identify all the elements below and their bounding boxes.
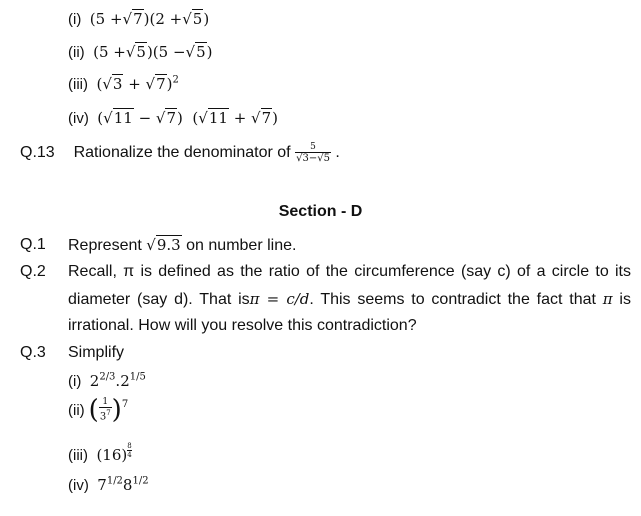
d-q3-number: Q.3 <box>20 344 46 361</box>
d-q2-line2-a: diameter (say d). That is <box>68 291 250 308</box>
d-q3-ii-close-paren: ) <box>111 395 122 425</box>
d-q3-iv-exp1: 1/2 <box>106 475 123 487</box>
d-q2-pi-formula: π = c/d <box>249 290 310 308</box>
sqrt-5: √5 <box>182 10 203 28</box>
d-q3-part-iv <box>68 476 149 495</box>
sqrt-7: √7 <box>122 10 143 28</box>
part-ii-label: (ii) <box>68 44 85 61</box>
fraction-denominator: √3−√5 <box>296 153 330 164</box>
d-q2-line3: irrational. How will you resolve this contradiction? <box>68 317 417 334</box>
d-q2-pi: π <box>602 290 613 308</box>
question-13-end: . <box>335 144 340 162</box>
part-iv-minus: − <box>133 109 156 127</box>
part-ii-open: (5 + <box>93 43 126 61</box>
d-q3-ii-numerator: 1 <box>102 397 109 408</box>
d-q2-line1: Recall, π is defined as the ratio of the circumference (say c) of a circle to its <box>68 263 631 280</box>
section-title: Section - D <box>278 203 363 220</box>
part-iii-close: ) <box>166 75 173 93</box>
d-q2-line2 <box>68 290 631 309</box>
d-q3-part-i <box>68 372 146 391</box>
d-q3-part-iii <box>68 442 132 465</box>
part-ii <box>68 43 213 62</box>
d-q3-ii-denominator <box>99 407 112 422</box>
part-i-close: ) <box>203 10 210 28</box>
part-iii-exponent: 2 <box>172 74 179 86</box>
d-q1-tail: on number line. <box>186 237 297 254</box>
sqrt-5b: √5 <box>185 43 206 61</box>
d-q3-part-ii-label: (ii) <box>68 401 85 419</box>
part-iv <box>68 109 278 128</box>
part-i-open: (5 + <box>89 10 123 28</box>
sqrt-5a: √5 <box>125 43 146 61</box>
question-13-fraction <box>295 142 331 164</box>
part-iii-open: ( <box>96 75 103 93</box>
question-13 <box>20 142 340 164</box>
d-q3-iii-exp-num: 8 <box>127 442 132 450</box>
d-q3-iv-exp2: 1/2 <box>132 475 149 487</box>
sqrt-11b: √11 <box>198 109 228 127</box>
d-q3-i-exp1: 2/3 <box>99 371 116 383</box>
d-q1-lead: Represent <box>68 237 142 254</box>
d-q3-ii-fraction <box>99 397 112 422</box>
part-iv-close: ) <box>272 109 278 127</box>
sqrt-7d: √7 <box>251 109 272 127</box>
d-q3-ii-open-paren: ( <box>88 395 99 425</box>
d-q3-i-exp2: 1/5 <box>129 371 146 383</box>
part-iv-label: (iv) <box>68 110 89 127</box>
d-q3-ii-den-base: 3 <box>99 411 107 423</box>
part-i-label: (i) <box>68 11 82 28</box>
d-q3-part-iii-label: (iii) <box>68 447 88 464</box>
d-q1-number: Q.1 <box>20 236 46 253</box>
part-iv-mid: ) ( <box>177 109 199 127</box>
part-iv-plus: + <box>228 109 252 127</box>
d-q3-ii-den-exp: 7 <box>106 409 111 418</box>
part-iii <box>68 75 179 94</box>
part-iii-plus: + <box>123 75 146 93</box>
d-q3-part-i-label: (i) <box>68 373 82 390</box>
d-q1-text <box>68 236 296 255</box>
d-q3-ii-exponent: 7 <box>121 399 129 410</box>
d-q3-text: Simplify <box>68 344 125 361</box>
d-q3-iii-exponent <box>127 442 131 459</box>
d-q2-line2-c: is <box>619 291 631 308</box>
fraction-numerator: 5 <box>310 142 316 152</box>
d-q3-iv-base1: 7 <box>97 476 107 494</box>
d-q3-part-iv-label: (iv) <box>68 477 89 494</box>
sqrt-9-3: √9.3 <box>146 236 181 254</box>
d-q3-i-dot: . <box>115 372 121 390</box>
d-q3-i-base1: 2 <box>89 372 100 390</box>
d-q3-i-base2: 2 <box>120 372 130 390</box>
sqrt-7b: √7 <box>145 75 166 93</box>
part-ii-close: ) <box>206 43 213 61</box>
part-iii-label: (iii) <box>68 76 88 93</box>
question-13-number: Q.13 <box>20 144 55 162</box>
part-ii-mid: )(5 − <box>146 43 186 61</box>
sqrt-3: √3 <box>102 75 123 93</box>
part-i-mid: )(2 + <box>143 10 183 28</box>
sqrt-7c: √7 <box>155 109 177 127</box>
d-q2-number: Q.2 <box>20 263 46 280</box>
question-13-text: Rationalize the denominator of <box>73 144 291 162</box>
d-q2-line2-b: . This seems to contradict the fact that <box>309 291 596 308</box>
d-q3-iii-exp-den: 4 <box>127 451 132 459</box>
d-q3-part-ii <box>68 397 128 423</box>
d-q3-iv-base2: 8 <box>122 476 133 494</box>
part-iv-open: ( <box>97 109 104 127</box>
part-i <box>68 10 209 29</box>
sqrt-11a: √11 <box>103 109 133 127</box>
d-q3-iii-base: (16) <box>96 446 128 464</box>
